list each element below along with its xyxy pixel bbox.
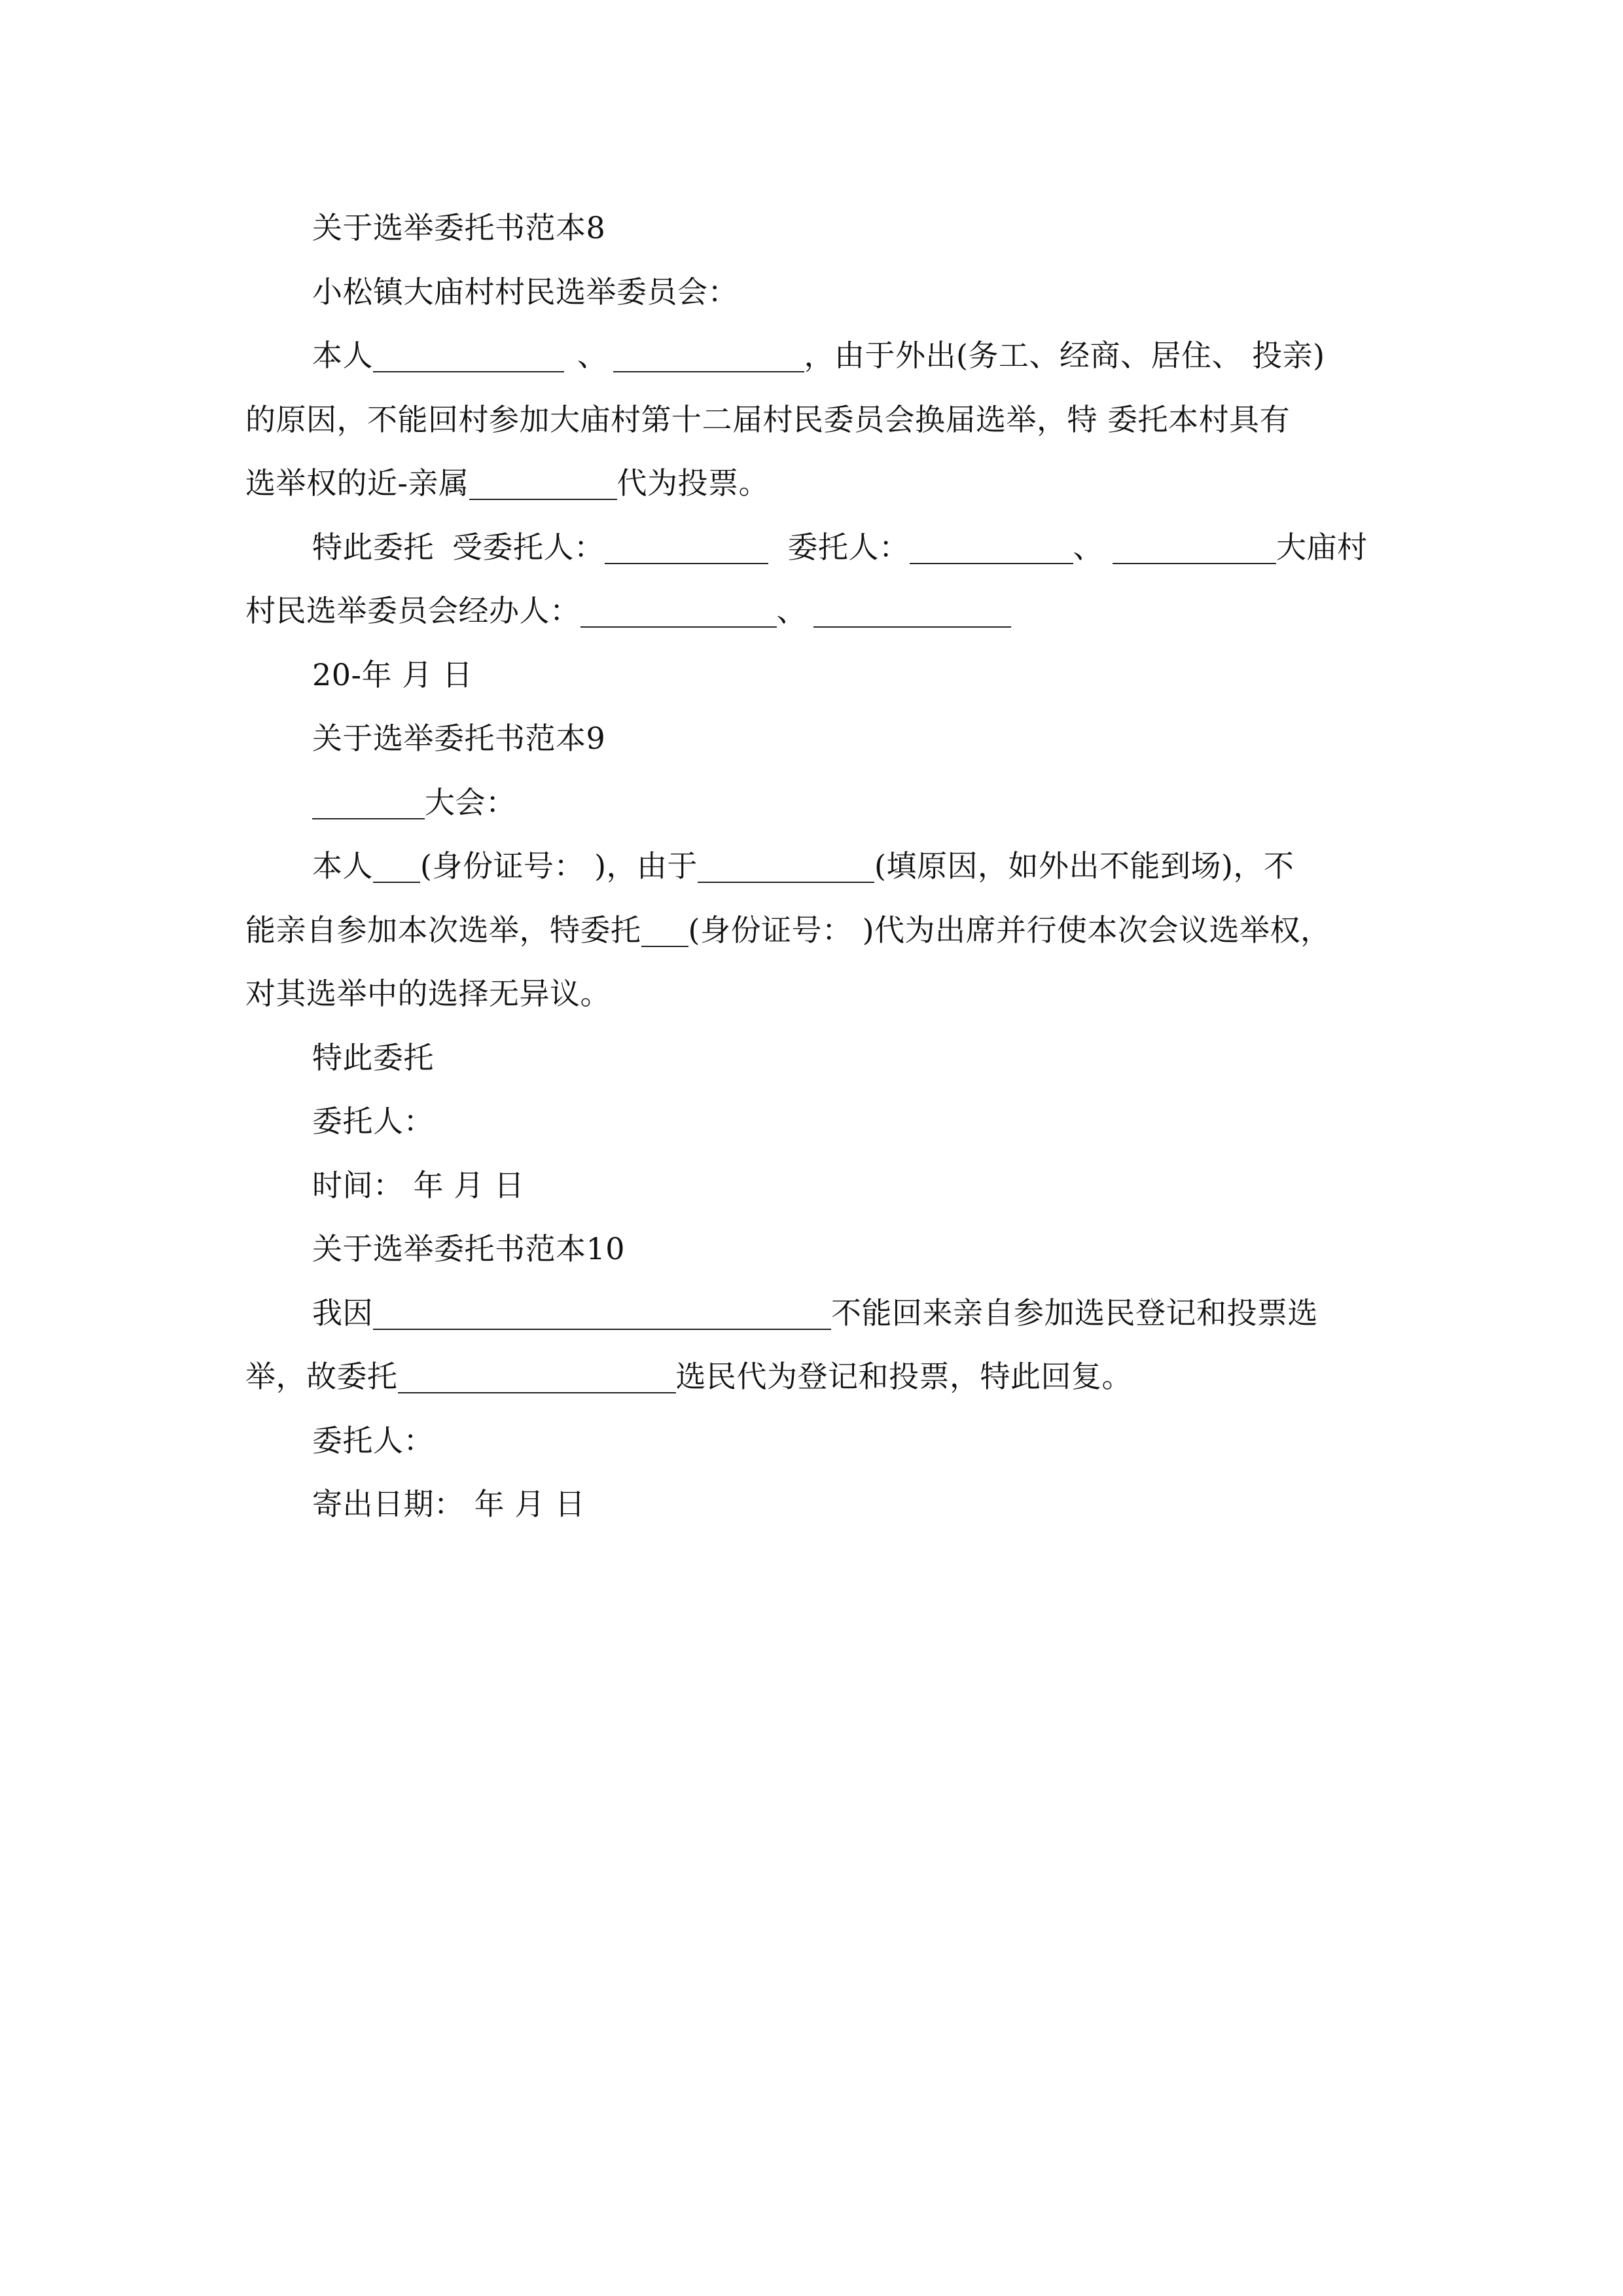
text-segment: 本人 bbox=[312, 848, 373, 884]
sample8-body-line1 bbox=[245, 324, 1378, 388]
text-segment: 代为投票。 bbox=[616, 465, 770, 501]
sample9-addressee bbox=[245, 771, 1378, 835]
blank-reason bbox=[698, 850, 874, 883]
sample10-body-line1 bbox=[245, 1282, 1378, 1346]
sample9-title: 关于选举委托书范本9 bbox=[312, 721, 606, 756]
blank-trustee bbox=[605, 531, 768, 564]
text-segment: 我因 bbox=[312, 1295, 373, 1331]
text-segment: 、 bbox=[577, 338, 608, 373]
sample10-title: 关于选举委托书范本10 bbox=[312, 1231, 626, 1266]
blank-meeting bbox=[312, 786, 425, 819]
text-segment: 委托人： bbox=[787, 529, 910, 565]
sample9-body-line1 bbox=[245, 834, 1378, 899]
sample9-body-line2 bbox=[245, 899, 1378, 963]
text-segment: 大会： bbox=[425, 784, 516, 820]
text-segment: 不能回来亲自参加选民登记和投票选 bbox=[831, 1295, 1318, 1331]
text-segment: 选举权的近-亲属 bbox=[245, 465, 469, 501]
blank-name-2 bbox=[613, 340, 804, 372]
text-segment: (身份证号： )，由于 bbox=[420, 848, 698, 884]
blank-relative bbox=[469, 467, 617, 500]
sample10-principal: 委托人： bbox=[312, 1422, 434, 1458]
text-segment: (身份证号： )代为出席并行使本次会议选举权， bbox=[688, 912, 1331, 948]
blank-reason bbox=[373, 1297, 831, 1329]
text-segment: 受委托人： bbox=[452, 529, 605, 565]
sample10-body-line2 bbox=[245, 1345, 1378, 1409]
blank-voter bbox=[398, 1361, 676, 1393]
sample8-body-line3 bbox=[245, 452, 1378, 516]
sample8-addressee: 小松镇大庙村村民选举委员会： bbox=[312, 274, 738, 310]
text-segment: 本人 bbox=[312, 338, 373, 373]
blank-principal-1 bbox=[910, 531, 1073, 564]
sample9-entrust: 特此委托 bbox=[312, 1039, 434, 1075]
sample8-date: 20-年 月 日 bbox=[312, 656, 473, 692]
sample8-title: 关于选举委托书范本8 bbox=[312, 210, 606, 245]
sample8-sign-line1 bbox=[245, 516, 1378, 580]
text-segment: 特此委托 bbox=[312, 529, 434, 565]
text-segment: 大庙村 bbox=[1276, 529, 1368, 565]
blank-principal-2 bbox=[1113, 531, 1276, 564]
sample10-send-date: 寄出日期： 年 月 日 bbox=[312, 1486, 586, 1522]
blank-name-1 bbox=[373, 340, 564, 372]
text-segment: 举，故委托 bbox=[245, 1359, 398, 1394]
blank-handler-2 bbox=[813, 595, 1011, 628]
blank-name bbox=[373, 850, 420, 883]
text-segment: 能亲自参加本次选举，特委托 bbox=[245, 912, 641, 948]
sample9-body-line3: 对其选举中的选择无异议。 bbox=[245, 976, 611, 1011]
document-body bbox=[245, 196, 1378, 1537]
text-segment: (填原因，如外出不能到场)，不 bbox=[874, 848, 1294, 884]
blank-handler-1 bbox=[580, 595, 777, 628]
blank-trustee bbox=[641, 914, 688, 946]
text-segment: 村民选举委员会经办人： bbox=[245, 593, 580, 628]
sample8-body-line2: 的原因，不能回村参加大庙村第十二届村民委员会换届选举，特 委托本村具有 bbox=[245, 401, 1291, 437]
text-segment: 选民代为登记和投票，特此回复。 bbox=[675, 1359, 1132, 1394]
text-segment: 、 bbox=[1073, 529, 1103, 565]
text-segment: 、 bbox=[776, 593, 807, 628]
sample9-time: 时间： 年 月 日 bbox=[312, 1167, 525, 1203]
text-segment: ，由于外出(务工、经商、居住、 投亲) bbox=[804, 338, 1325, 373]
sample9-principal: 委托人： bbox=[312, 1103, 434, 1139]
sample8-sign-line2 bbox=[245, 579, 1378, 643]
